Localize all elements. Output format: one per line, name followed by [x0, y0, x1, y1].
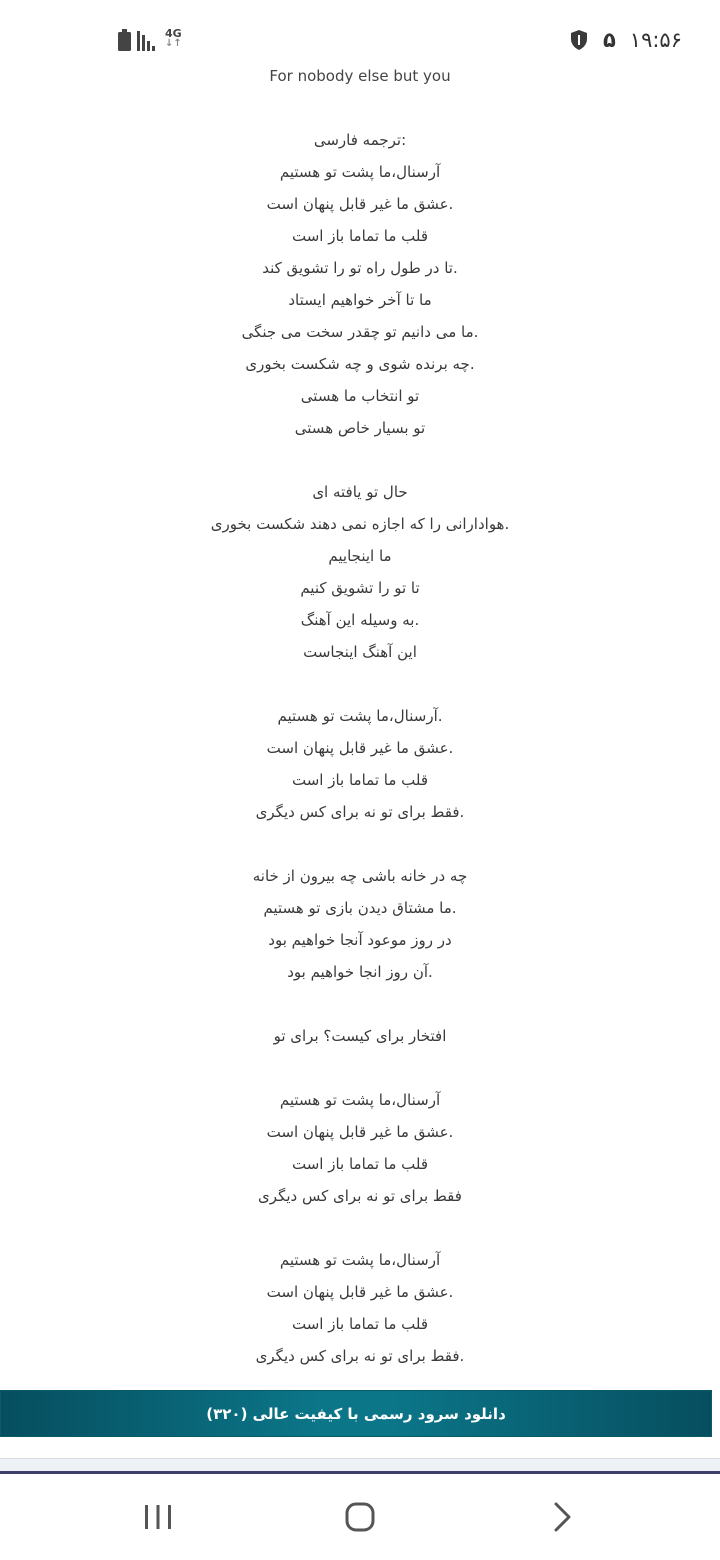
lyric-line: حال تو یافته ای — [312, 483, 408, 501]
lyric-line: تا در طول راه تو را تشویق کند. — [262, 259, 458, 277]
lyric-line: عشق ما غیر قابل پنهان است. — [266, 1283, 454, 1301]
lyric-line: آرسنال،ما پشت تو هستیم — [279, 163, 441, 181]
lyric-line: این آهنگ اینجاست — [303, 643, 417, 661]
lyric-line: عشق ما غیر قابل پنهان است. — [266, 739, 454, 757]
lyric-line: هوادارانی را که اجازه نمی دهند شکست بخوری. — [210, 515, 510, 533]
lyric-line: قلب ما تماما باز است — [291, 1155, 429, 1173]
stanza-3 — [0, 700, 720, 828]
home-button[interactable] — [330, 1494, 390, 1540]
home-icon — [344, 1501, 376, 1533]
lyric-line: آرسنال،ما پشت تو هستیم — [279, 1091, 441, 1109]
stanza-5 — [0, 1020, 720, 1052]
recent-apps-button[interactable] — [128, 1494, 188, 1540]
translation-title: ترجمه فارسی: — [313, 131, 407, 149]
chevron-right-icon — [552, 1502, 572, 1532]
network-activity-icon: ↓↑ — [165, 37, 182, 49]
lyric-line: تو بسیار خاص هستی — [294, 419, 426, 437]
lyric-line: قلب ما تماما باز است — [291, 771, 429, 789]
lyric-line: آن روز انجا خواهیم بود. — [287, 963, 433, 981]
lyric-line: ما تا آخر خواهیم ایستاد — [288, 291, 432, 309]
english-lyric-line: For nobody else but you — [269, 67, 451, 85]
back-button[interactable] — [532, 1494, 592, 1540]
lyric-line: در روز موعود آنجا خواهیم بود — [268, 931, 452, 949]
lyric-line: افتخار برای کیست؟ برای تو — [273, 1027, 447, 1045]
lyric-line: آرسنال،ما پشت تو هستیم — [279, 1251, 441, 1269]
lyric-line: چه برنده شوی و چه شکست بخوری. — [245, 355, 475, 373]
notification-count: ۵ — [602, 28, 616, 52]
status-bar-left — [118, 26, 182, 54]
lyric-line: چه در خانه باشی چه بیرون از خانه — [252, 867, 468, 885]
battery-icon — [118, 29, 131, 51]
lyric-line: تا تو را تشویق کنیم — [300, 579, 420, 597]
page-bottom-strip — [0, 1458, 720, 1471]
network-type-icon — [165, 28, 182, 49]
shield-icon — [569, 29, 589, 51]
stanza-4 — [0, 860, 720, 988]
lyric-line: فقط برای تو نه برای کس دیگری. — [255, 1347, 465, 1365]
status-time: ۱۹:۵۶ — [629, 28, 682, 52]
network-type-label: 4G — [165, 26, 182, 40]
lyric-line: تو انتخاب ما هستی — [300, 387, 420, 405]
lyric-line: ما مشتاق دیدن بازی تو هستیم. — [263, 899, 457, 917]
recent-apps-icon — [143, 1503, 173, 1531]
stanza-6 — [0, 1084, 720, 1212]
download-button-label: دانلود سرود رسمی با کیفیت عالی (۳۲۰) — [206, 1404, 506, 1423]
lyric-line: فقط برای تو نه برای کس دیگری. — [255, 803, 465, 821]
lyric-line: عشق ما غیر قابل پنهان است. — [266, 195, 454, 213]
lyric-line: آرسنال،ما پشت تو هستیم. — [277, 707, 443, 725]
system-navigation-bar — [0, 1474, 720, 1560]
lyric-line: قلب ما تماما باز است — [291, 1315, 429, 1333]
signal-strength-icon — [137, 29, 159, 51]
status-bar-right — [569, 26, 682, 54]
stanza-2 — [0, 476, 720, 668]
stanza-1 — [0, 156, 720, 444]
lyrics-content — [0, 60, 720, 1372]
lyric-line: ما می دانیم تو چقدر سخت می جنگی. — [241, 323, 479, 341]
lyric-line: عشق ما غیر قابل پنهان است. — [266, 1123, 454, 1141]
download-anthem-button[interactable] — [0, 1390, 712, 1437]
lyric-line: به وسیله این آهنگ. — [300, 611, 420, 629]
lyric-line: قلب ما تماما باز است — [291, 227, 429, 245]
lyric-line: فقط برای تو نه برای کس دیگری — [258, 1187, 462, 1205]
stanza-7 — [0, 1244, 720, 1372]
status-bar — [0, 0, 720, 62]
lyric-line: ما اینجاییم — [328, 547, 392, 565]
